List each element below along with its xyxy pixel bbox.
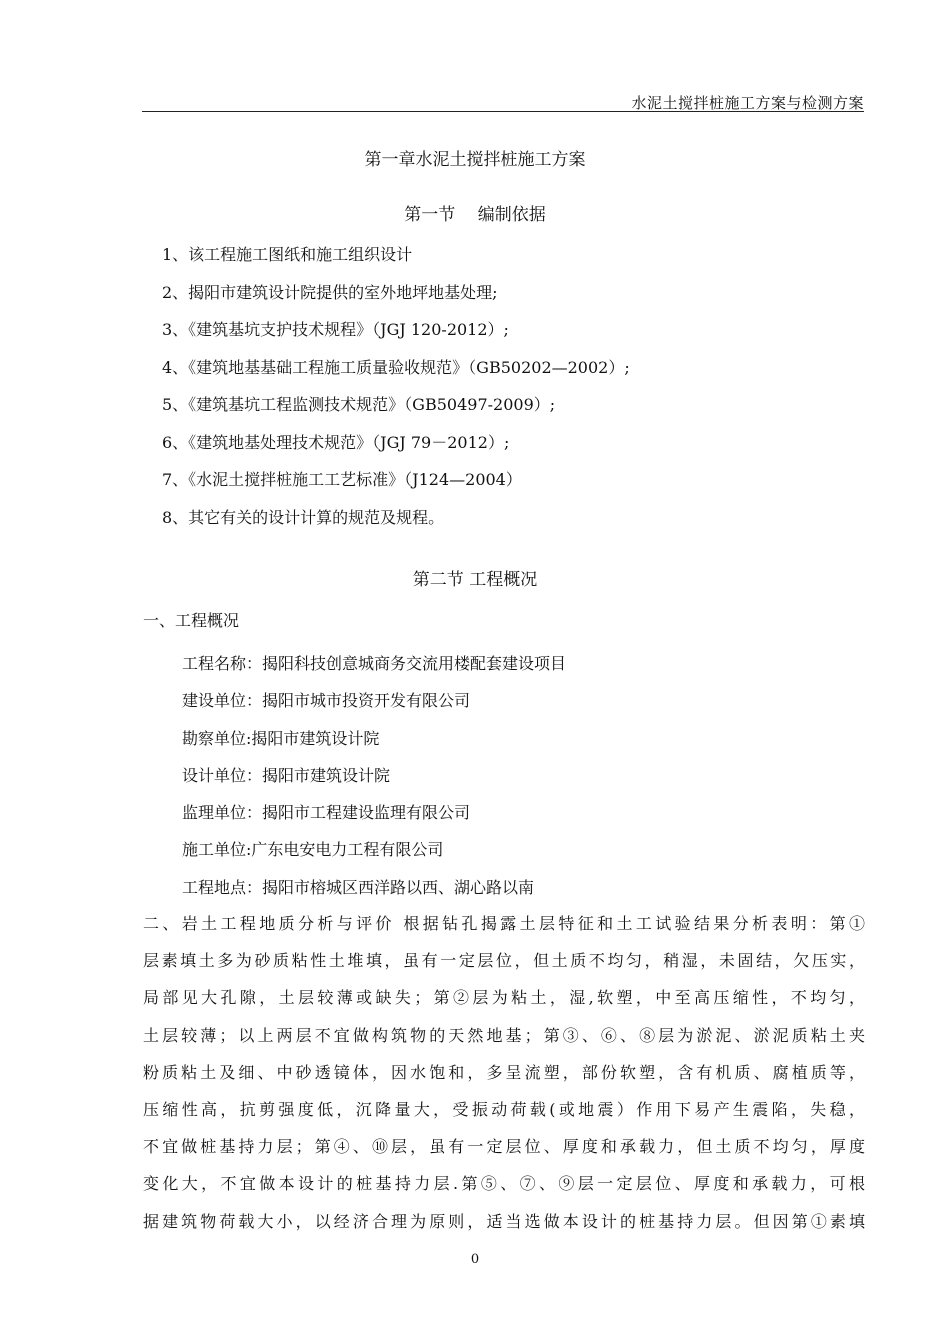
list-item: 6、《建筑地基处理技术规范》（JGJ 79－2012）; (162, 432, 510, 452)
list-item: 2、揭阳市建筑设计院提供的室外地坪地基处理; (162, 282, 498, 302)
paragraph-line: 土层较薄；以上两层不宜做构筑物的天然地基；第③、⑥、⑧层为淤泥、淤泥质粘土夹 (143, 1025, 865, 1045)
reference-list (162, 244, 630, 544)
paragraph-line: 变化大，不宜做本设计的桩基持力层.第⑤、⑦、⑨层一定层位、厚度和承载力，可根 (143, 1174, 865, 1194)
header-rule (142, 111, 864, 112)
list-item: 8、其它有关的设计计算的规范及规程。 (162, 507, 445, 527)
paragraph-line: 不宜做桩基持力层；第④、⑩层，虽有一定层位、厚度和承载力，但土质不均匀，厚度 (143, 1137, 865, 1157)
paragraph-line: 压缩性高，抗剪强度低，沉降量大，受振动荷载(或地震）作用下易产生震陷，失稳， (143, 1099, 865, 1119)
info-row: 监理单位：揭阳市工程建设监理有限公司 (182, 803, 471, 823)
info-row: 设计单位：揭阳市建筑设计院 (182, 765, 391, 785)
section-title-1: 第一节 编制依据 (404, 205, 546, 225)
chapter-title: 第一章水泥土搅拌桩施工方案 (364, 150, 586, 170)
list-item: 1、该工程施工图纸和施工组织设计 (162, 245, 413, 264)
list-item: 4、《建筑地基基础工程施工质量验收规范》（GB50202—2002）; (162, 357, 630, 377)
info-row: 施工单位:广东电安电力工程有限公司 (182, 840, 444, 860)
info-row: 建设单位：揭阳市城市投资开发有限公司 (182, 691, 471, 711)
subheading-project-overview: 一、工程概况 (143, 611, 240, 630)
page-number: 0 (470, 1252, 480, 1267)
paragraph-line: 粉质粘土及细、中砂透镜体，因水饱和，多呈流塑，部份软塑，含有机质、腐植质等， (143, 1062, 865, 1082)
project-info-list (182, 653, 566, 914)
geology-paragraph (143, 913, 865, 1248)
page-header-title: 水泥土搅拌桩施工方案与检测方案 (631, 94, 864, 112)
paragraph-line: 层素填土多为砂质粘性土堆填，虽有一定层位，但土质不均匀，稍湿，未固结，欠压实， (143, 951, 865, 971)
info-row: 工程地点：揭阳市榕城区西洋路以西、湖心路以南 (182, 877, 535, 897)
section-title-2: 第二节 工程概况 (412, 570, 538, 590)
paragraph-line: 二、岩土工程地质分析与评价 根据钻孔揭露土层特征和土工试验结果分析表明：第① (143, 914, 865, 933)
paragraph-line: 据建筑物荷载大小，以经济合理为原则，适当选做本设计的桩基持力层。但因第①素填 (143, 1211, 865, 1231)
info-row: 工程名称：揭阳科技创意城商务交流用楼配套建设项目 (182, 654, 567, 673)
paragraph-line: 局部见大孔隙，土层较薄或缺失；第②层为粘土，湿,软塑，中至高压缩性，不均匀， (143, 988, 865, 1008)
info-row: 勘察单位:揭阳市建筑设计院 (182, 728, 380, 748)
list-item: 7、《水泥土搅拌桩施工工艺标准》（J124—2004） (162, 470, 522, 489)
list-item: 5、《建筑基坑工程监测技术规范》（GB50497-2009）; (162, 395, 556, 414)
list-item: 3、《建筑基坑支护技术规程》（JGJ 120-2012）; (162, 320, 509, 339)
